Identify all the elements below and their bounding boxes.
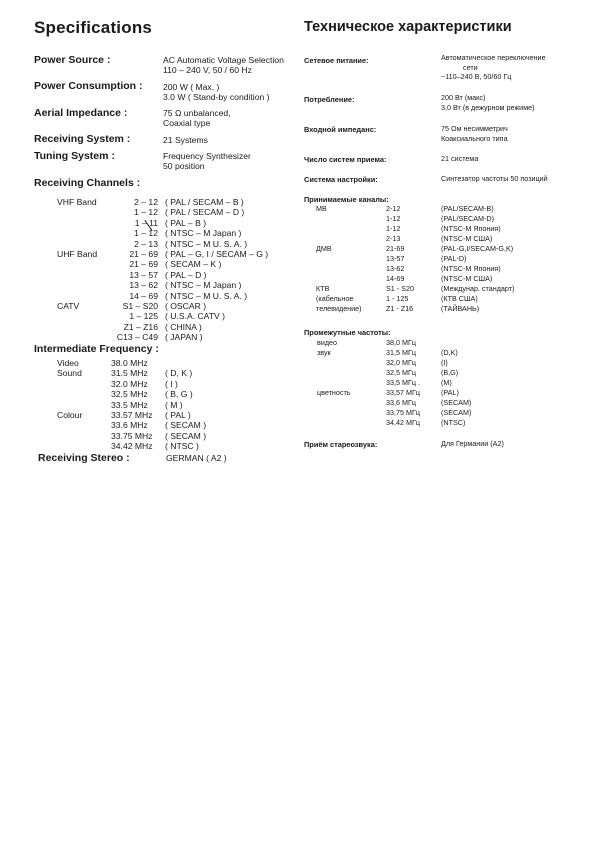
ru-intermediate-frequency-label: Промежутные частоты: [304,328,391,337]
channel-band-list: VHF Band UHF Band CATV [57,197,98,312]
ru-channel-range-list: 2-12 1-12 1-12 2-13 21-69 13-57 13-62 14-69 S1 - S20 1 - 125 Z1 - Z16 [386,204,414,313]
power-consumption-value: 200 W ( Max. ) 3.0 W ( Stand-by condition ) [163,82,270,102]
aerial-impedance-label: Aerial Impedance : [34,107,128,119]
english-title: Specifications [34,18,153,37]
ru-power-source-value: Автоматическое переключение сети ~110–240 В, 50/60 Гц [441,53,546,82]
ru-tuning-system-value: Синтезатор частоты 50 позиций [441,174,548,183]
ru-if-system-list: (D,K) (I) (B,G) (M) (PAL) (SECAM) (SECAM) (NTSC) [441,348,472,427]
ru-receiving-systems-value: 21 система [441,154,479,163]
ru-channel-system-list: (PAL/SECAM-B) (PAL/SECAM-D) (NTSC-M Япония) (NTSC-M США) (PAL-G,I/SECAM-G,K) (PAL-D) (NTSC-M Япония) (NTSC-M США) (Междунар. стандарт) (КТВ США) (ТАЙВАНЬ) [441,204,515,313]
ru-power-source-label: Сетевое питание: [304,56,369,65]
intermediate-frequency-label: Intermediate Frequency : [34,343,159,355]
russian-title: Техническое характеристики [304,19,512,35]
ru-power-consumption-value: 200 Вт (макс) 3,0 Вт (в дежурном режиме) [441,93,535,112]
ru-stereo-label: Приём стареозвука: [304,440,378,449]
tuning-system-label: Tuning System : [34,150,115,162]
receiving-channels-label: Receiving Channels : [34,177,141,189]
ru-stereo-value: Для Германии (A2) [441,439,504,448]
receiving-system-value: 21 Systems [163,135,208,145]
receiving-stereo-value: GERMAN ( A2 ) [166,453,227,463]
if-value-list: 38.0 MHz 31.5 MHz 32.0 MHz 32.5 MHz 33.5 MHz 33.57 MHz 33.6 MHz 33.75 MHz 34.42 MHz [111,358,153,452]
ru-receiving-channels-label: Принимаемые каналы: [304,195,389,204]
power-consumption-label: Power Consumption : [34,80,143,92]
ru-if-value-list: 38,0 МГц 31,5 МГц 32,0 МГц 32,5 МГц 33,5 МГц . 33,57 МГц 33,6 МГц 33,75 МГц 34,42 МГц [386,338,420,427]
channel-range-list: 2 – 12 1 – 12 1 – 11 1 – 12 2 – 13 21 – 69 21 – 69 13 – 57 13 – 62 14 – 69 S1 – S20 1 – 125 Z1 – Z16 C13 – C49 [116,197,158,343]
ru-input-impedance-label: Входной импеданс: [304,125,377,134]
aerial-impedance-value: 75 Ω unbalanced, Coaxial type [163,108,231,128]
ru-channel-band-list: МВ ДМВ КТВ (кабельное телевидение) [316,204,362,313]
channel-system-list: ( PAL / SECAM – B ) ( PAL / SECAM – D ) ( PAL – B ) ( NTSC – M Japan ) ( NTSC – M U. S. A. ) ( PAL – G, I / SECAM – G ) ( SECAM – K ) ( PAL – D ) ( NTSC – M Japan ) ( NTSC – M U. S. A. ) ( OSCAR ) ( U.S.A. CATV ) ( CHINA ) ( JAPAN ) [165,197,269,343]
ru-if-name-list: видео звук цветность [317,338,351,397]
ru-input-impedance-value: 75 Ом несимметрич Коаксиального типа [441,124,508,143]
power-source-label: Power Source : [34,54,111,66]
ru-receiving-systems-label: Число систем приема: [304,155,387,164]
if-name-list: Video Sound Colour [57,358,83,421]
ru-power-consumption-label: Потребление: [304,95,355,104]
tuning-system-value: Frequency Synthesizer 50 position [163,151,251,171]
ru-tuning-system-label: Система настройки: [304,175,378,184]
receiving-stereo-label: Receiving Stereo : [38,452,130,464]
if-system-list: ( D, K ) ( I ) ( B, G ) ( M ) ( PAL ) ( SECAM ) ( SECAM ) ( NTSC ) [165,368,207,452]
receiving-system-label: Receiving System : [34,133,131,145]
power-source-value: AC Automatic Voltage Selection 110 – 240 V, 50 / 60 Hz [163,55,284,75]
